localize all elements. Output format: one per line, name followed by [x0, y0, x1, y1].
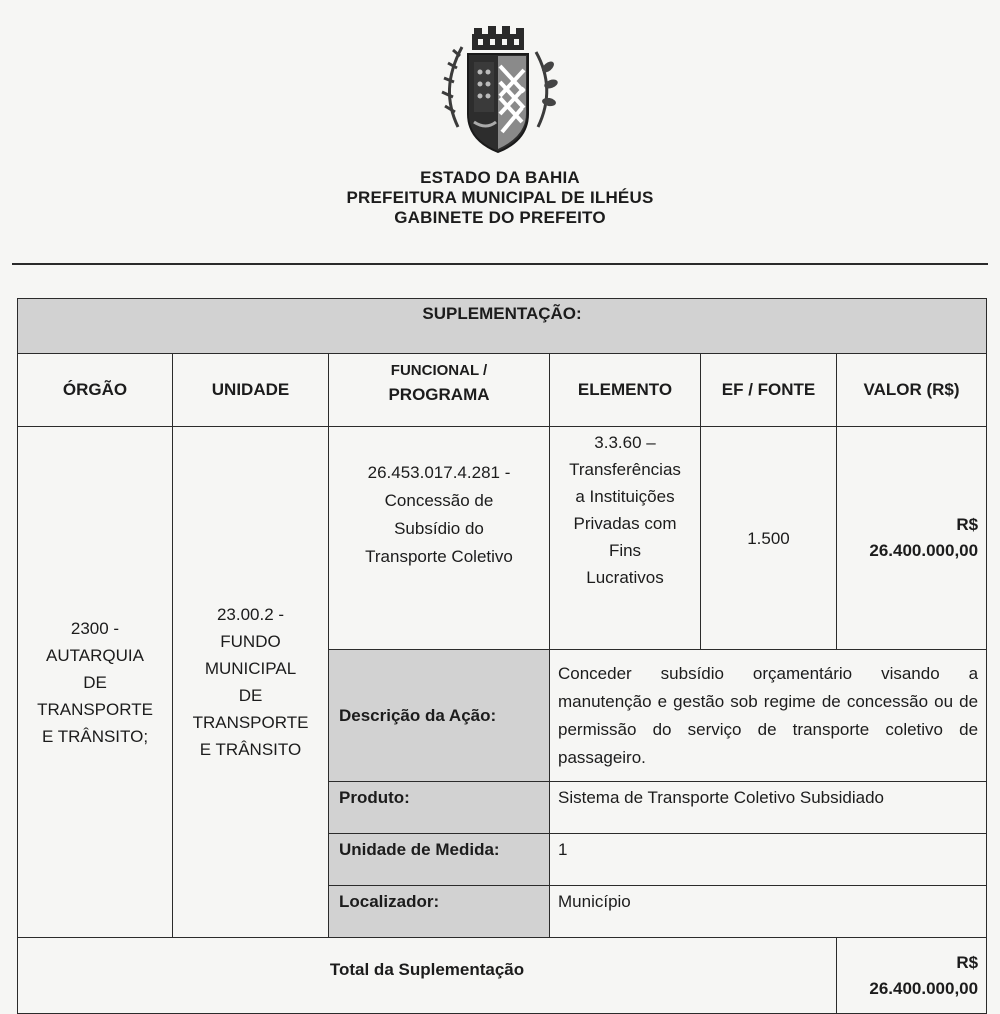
unidade-line: FUNDO	[220, 632, 281, 651]
unidade-cell	[173, 427, 329, 938]
orgao-line: AUTARQUIA	[46, 645, 144, 665]
elemento-line: 3.3.60 –	[594, 433, 656, 452]
column-header-orgao: ÓRGÃO	[18, 354, 173, 427]
header-state: ESTADO DA BAHIA	[420, 168, 580, 187]
unidade-line: 23.00.2 -	[216, 605, 285, 624]
funcional-line: Concessão de	[384, 491, 494, 510]
column-header-unidade: UNIDADE	[173, 354, 329, 427]
elemento-line: Privadas com	[573, 514, 677, 533]
column-header-valor: VALOR (R$)	[837, 354, 987, 427]
orgao-line: E TRÂNSITO;	[41, 726, 149, 746]
column-header-funcional	[329, 354, 550, 427]
localizador-value: Município	[550, 886, 987, 938]
orgao-cell	[18, 427, 173, 938]
elemento-cell	[550, 427, 701, 650]
total-currency: R$	[956, 952, 979, 972]
produto-label: Produto:	[329, 782, 550, 834]
unidade-line: TRANSPORTE	[192, 713, 309, 732]
funcional-line: Transporte Coletivo	[365, 547, 513, 566]
ef-fonte-cell: 1.500	[701, 427, 837, 650]
funcional-header-line2: PROGRAMA	[388, 385, 490, 404]
unidade-line: MUNICIPAL	[204, 659, 297, 678]
funcional-line: Subsídio do	[394, 519, 484, 538]
unidade-line: DE	[238, 686, 263, 705]
elemento-line: Lucrativos	[586, 568, 664, 587]
total-value-cell	[837, 938, 987, 1014]
elemento-line: a Instituições	[575, 487, 675, 506]
column-header-elemento: ELEMENTO	[550, 354, 701, 427]
total-amount: 26.400.000,00	[869, 978, 979, 998]
total-label: Total da Suplementação	[18, 938, 837, 1014]
header-divider	[12, 263, 988, 265]
orgao-line: DE	[83, 672, 107, 692]
valor-currency: R$	[956, 515, 979, 534]
header-office: GABINETE DO PREFEITO	[394, 208, 606, 227]
produto-value: Sistema de Transporte Coletivo Subsidiado	[550, 782, 987, 834]
unidade-line: E TRÂNSITO	[199, 740, 302, 759]
valor-cell	[837, 427, 987, 650]
unidade-medida-label: Unidade de Medida:	[329, 834, 550, 886]
coat-of-arms-icon	[428, 22, 568, 162]
elemento-line: Fins	[608, 541, 642, 560]
funcional-cell	[329, 427, 550, 650]
document-header	[0, 168, 1000, 228]
supplementation-table	[17, 298, 987, 1014]
header-prefecture: PREFEITURA MUNICIPAL DE ILHÉUS	[346, 188, 654, 207]
valor-amount: 26.400.000,00	[869, 541, 979, 560]
funcional-line: 26.453.017.4.281 -	[367, 463, 511, 482]
orgao-line: TRANSPORTE	[37, 699, 153, 719]
descricao-label: Descrição da Ação:	[329, 650, 550, 782]
elemento-line: Transferências	[569, 460, 681, 479]
column-header-ef-fonte: EF / FONTE	[701, 354, 837, 427]
unidade-medida-value: 1	[550, 834, 987, 886]
funcional-header-line1: FUNCIONAL /	[390, 362, 488, 379]
descricao-text: Conceder subsídio orçamentário visando a manutenção e gestão sob regime de concessão ou de permissão do serviço de transporte coletivo de passageiro.	[550, 650, 987, 782]
localizador-label: Localizador:	[329, 886, 550, 938]
orgao-line: 2300 -	[70, 618, 120, 638]
table-title: SUPLEMENTAÇÃO:	[18, 299, 987, 354]
